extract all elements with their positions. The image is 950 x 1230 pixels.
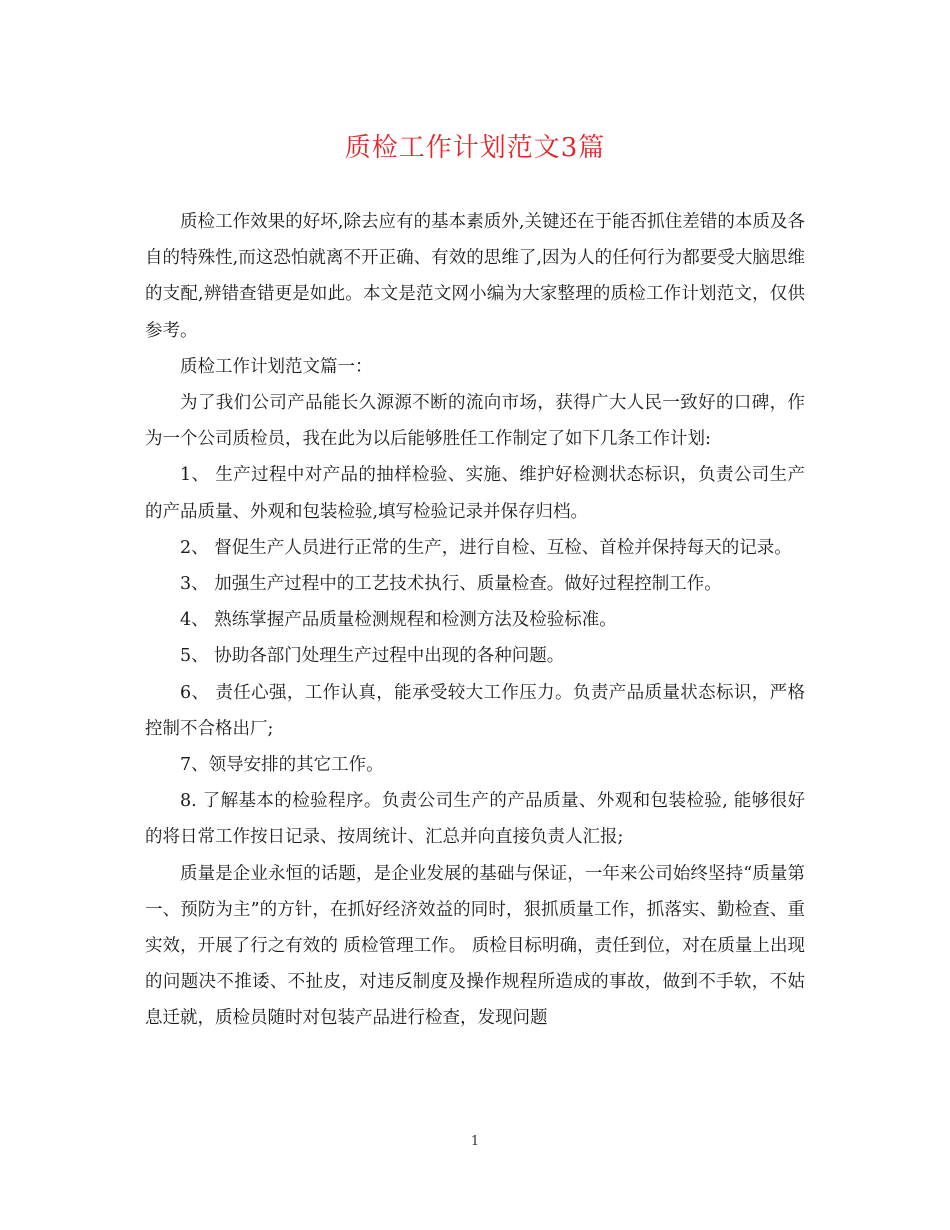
intro-paragraph: 质检工作效果的好坏,除去应有的基本素质外,关键还在于能否抓住差错的本质及各自的特殊性,而这恐怕就离不开正确、有效的思维了,因为人的任何行为都要受大脑思维的支配,辨错查错更是如此。本文是范文网小编为大家整理的质检工作计划范文，仅供参考。 [145, 212, 805, 341]
list-item-2: 2、 督促生产人员进行正常的生产，进行自检、互检、首检并保持每天的记录。 [180, 537, 792, 558]
document-body [145, 204, 805, 1037]
list-item-4: 4、 熟练掌握产品质量检测规程和检测方法及检验标准。 [180, 610, 617, 631]
list-item-3: 3、 加强生产过程中的工艺技术执行、质量检查。做好过程控制工作。 [180, 574, 722, 595]
list-item-8: 8. 了解基本的检验程序。负责公司生产的产品质量、外观和包装检验, 能够很好的将日常工作按日记录、按周统计、汇总并向直接负责人汇报; [145, 791, 805, 848]
body-paragraph: 质量是企业永恒的话题，是企业发展的基础与保证，一年来公司始终坚持“质量第一、预防为主”的方针，在抓好经济效益的同时，狠抓质量工作，抓落实、勤检查、重实效，开展了行之有效的 质检管理工作。 质检目标明确，责任到位，对在质量上出现的问题决不推诿、不扯皮，对违反制度及操作规程所造成的事故，做到不手软，不姑息迁就，质检员随时对包装产品进行检查，发现问题 [145, 863, 805, 1029]
document-title: 质检工作计划范文3篇 [344, 133, 606, 163]
section-heading: 质检工作计划范文篇一： [180, 356, 373, 377]
page-number: 1 [470, 1134, 480, 1149]
body-paragraph: 为了我们公司产品能长久源源不断的流向市场，获得广大人民一致好的口碑，作为一个公司质检员，我在此为以后能够胜任工作制定了如下几条工作计划: [145, 393, 805, 450]
list-item-6: 6、 责任心强，工作认真，能承受较大工作压力。负责产品质量状态标识，严格控制不合格出厂; [145, 682, 805, 739]
list-item-1: 1、 生产过程中对产品的抽样检验、实施、维护好检测状态标识，负责公司生产的产品质量、外观和包装检验,填写检验记录并保存归档。 [145, 465, 805, 522]
list-item-5: 5、 协助各部门处理生产过程中出现的各种问题。 [180, 646, 565, 667]
list-item-7: 7、领导安排的其它工作。 [180, 755, 384, 776]
